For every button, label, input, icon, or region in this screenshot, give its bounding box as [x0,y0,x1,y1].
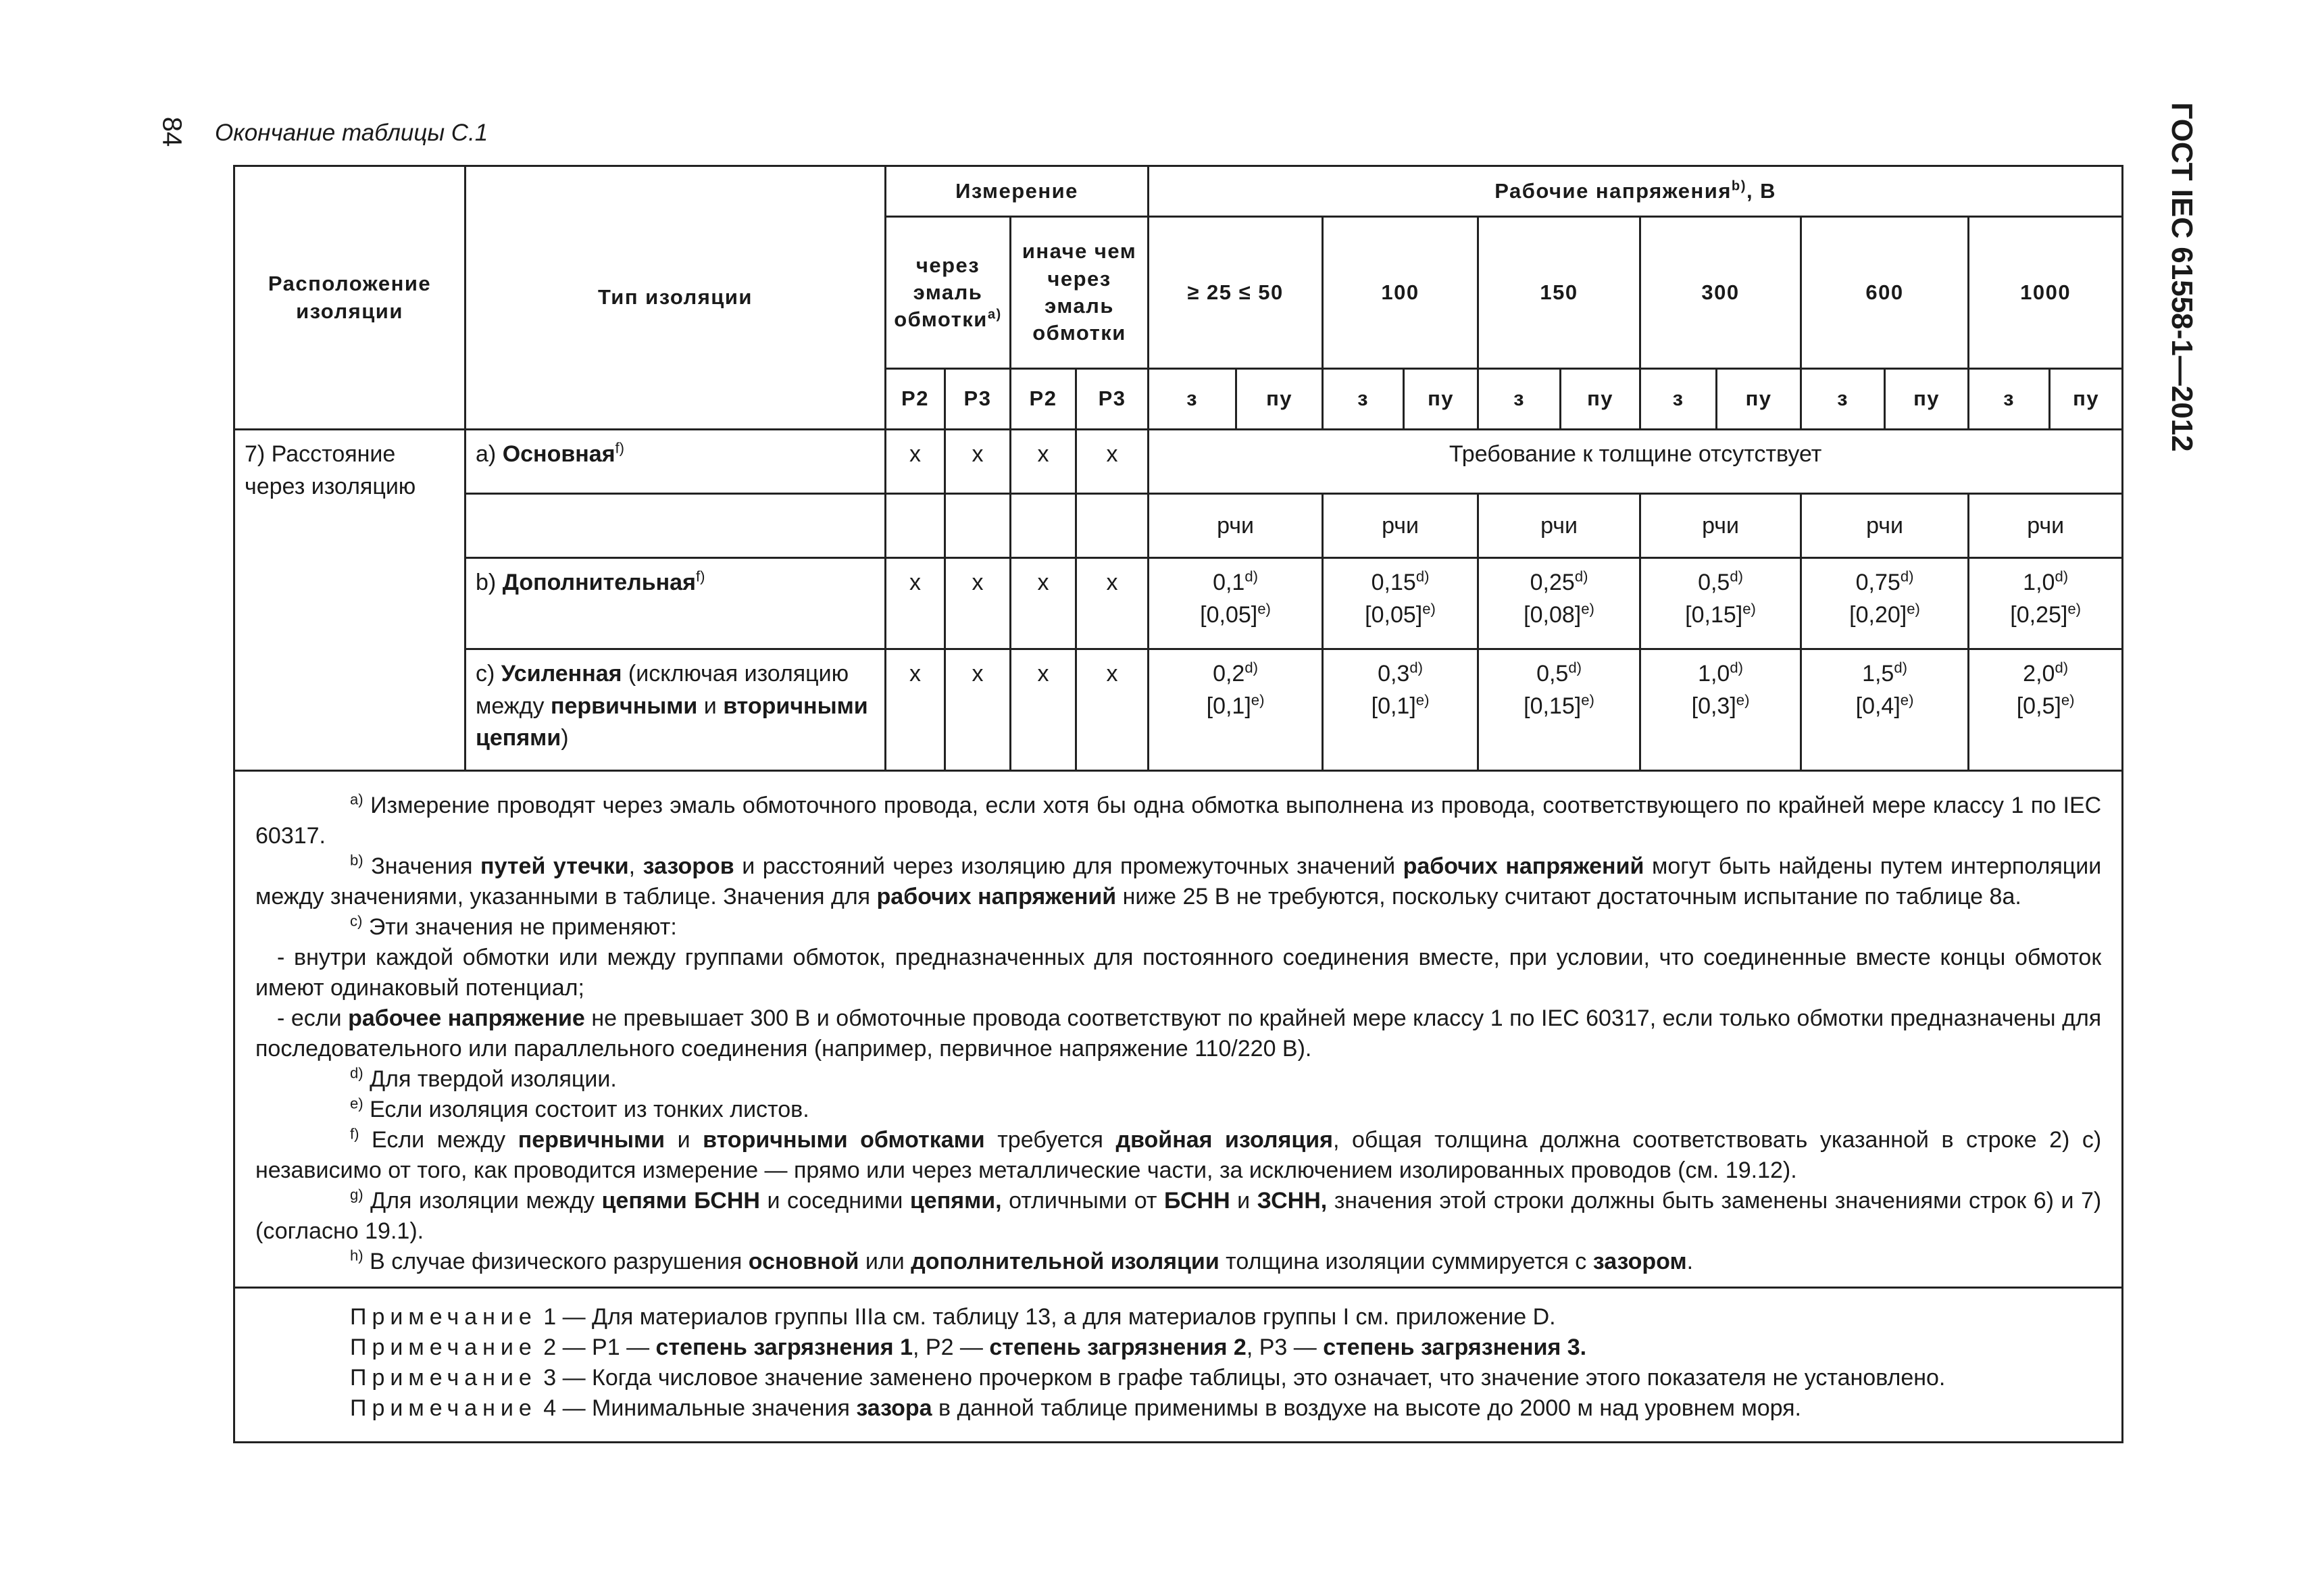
mark-x: x [886,558,945,649]
document-code: ГОСТ IEC 61558-1—2012 [2165,102,2198,452]
header-voltage-1000: 1000 [1969,217,2123,369]
mark-x: x [945,430,1011,494]
page-number: 84 [157,116,187,147]
value-cell: 0,15$^{d)}$ $[0,05]^{e)}$ [1323,558,1478,649]
header-voltage-150: 150 [1478,217,1640,369]
insulation-basic: a) Основная$^{f)}$ [466,430,886,494]
header-sub: з [1478,369,1561,430]
no-thickness-requirement: Требование к толщине отсутствует [1149,430,2123,494]
footnote-g: $^{g)}$ Для изоляции между цепями БСНН и соседними цепями, отличными от БСНН и ЗСНН, значения этой строки должны быть заменены значениями строк 6) и 7) (согласно 19.1). [255,1186,2102,1244]
table-row-reinforced [234,649,2123,771]
insulation-reinforced: c) Усиленная (исключая изоляцию между первичными и вторичными цепями) [466,649,886,771]
footnote-b: $^{b)}$ Значения путей утечки, зазоров и расстояний через изоляцию для промежуточных значений рабочих напряжений могут быть найдены путем интерполяции между значениями, указанными в таблице. Значения для рабочих напряжений ниже 25 В не требуются, поскольку считают достаточным испытание по таблице 8а. [255,851,2102,909]
mark-x: x [945,649,1011,771]
header-voltage-600: 600 [1801,217,1969,369]
value-cell: 0,5$^{d)}$ $[0,15]^{e)}$ [1478,649,1640,771]
footnote-h: $^{h)}$ В случае физического разрушения основной или дополнительной изоляции толщина изоляции суммируется с зазором. [350,1247,1694,1274]
header-measurement: Измерение [886,166,1149,217]
header-voltage-300: 300 [1640,217,1801,369]
header-sub: пу [1404,369,1478,430]
value-cell: 1,5$^{d)}$ $[0,4]^{e)}$ [1801,649,1969,771]
empty-cell [466,494,886,558]
rchi-label: рчи [1149,494,1323,558]
header-sub: з [1801,369,1885,430]
footnotes-row [234,771,2123,1288]
empty-cell [945,494,1011,558]
header-pd: P3 [945,369,1011,430]
footnote-f: $^{f)}$ Если между первичными и вторичными обмотками требуется двойная изоляция, общая толщина должна соответствовать указанной в строке 2) с) независимо от того, как проводится измерение — прямо или через металлические части, за исключением изолированных проводов (см. 19.12). [255,1125,2102,1183]
mark-x: x [886,430,945,494]
header-pd: P3 [1076,369,1149,430]
header-working-voltage: Рабочие напряжения$^{b)}$, В [1149,166,2123,217]
header-sub: з [1969,369,2050,430]
rchi-label: рчи [1323,494,1478,558]
table-row-supplementary [234,558,2123,649]
value-cell: 0,25$^{d)}$ $[0,08]^{e)}$ [1478,558,1640,649]
table-row-basic [234,430,2123,494]
mark-x: x [886,649,945,771]
value-cell: 0,5$^{d)}$ $[0,15]^{e)}$ [1640,558,1801,649]
value-cell: 1,0$^{d)}$ $[0,25]^{e)}$ [1969,558,2123,649]
notes-row [234,1288,2123,1443]
header-sub: пу [2050,369,2123,430]
empty-cell [886,494,945,558]
value-cell: 0,3$^{d)}$ $[0,1]^{e)}$ [1323,649,1478,771]
mark-x: x [1011,558,1076,649]
notes [234,1288,2123,1443]
header-sub: пу [1717,369,1801,430]
empty-cell [1011,494,1076,558]
footnote-c-item: - если рабочее напряжение не превышает 300 В и обмоточные провода соответствуют по крайней мере классу 1 по IEC 60317, если только обмотки предназначены для последовательного или параллельного соединения (например, первичное напряжение 110/220 В). [255,1005,2102,1062]
header-voltage-100: 100 [1323,217,1478,369]
header-sub: з [1149,369,1236,430]
footnote-c-item: - внутри каждой обмотки или между группами обмоток, предназначенных для постоянного соединения вместе, при условии, что соединенные вместе концы обмоток имеют одинаковый потенциал; [255,945,2102,1001]
header-sub: пу [1885,369,1969,430]
note-2: Примечание 2 — Р1 — степень загрязнения 1, Р2 — степень загрязнения 2, Р3 — степень загрязнения 3. [350,1335,1587,1360]
value-cell: 2,0$^{d)}$ $[0,5]^{e)}$ [1969,649,2123,771]
footnotes [234,771,2123,1288]
header-voltage-25-50: ≥ 25 ≤ 50 [1149,217,1323,369]
rchi-label: рчи [1969,494,2123,558]
header-other-than-enamel: иначе чем через эмаль обмотки [1011,217,1149,369]
header-sub: з [1323,369,1404,430]
header-pd: P2 [886,369,945,430]
note-1: Примечание 1 — Для материалов группы IIIa см. таблицу 13, а для материалов группы I см. приложение D. [350,1304,1556,1330]
note-3: Примечание 3 — Когда числовое значение заменено прочерком в графе таблицы, это означает, что значение этого показателя не установлено. [350,1365,1946,1391]
value-cell: 0,1$^{d)}$ $[0,05]^{e)}$ [1149,558,1323,649]
footnote-e: $^{e)}$ Если изоляция состоит из тонких листов. [350,1095,809,1122]
row-location: 7) Расстояние через изоляцию [234,430,466,771]
table-row-rchi [234,494,2123,558]
mark-x: x [1011,649,1076,771]
value-cell: 1,0$^{d)}$ $[0,3]^{e)}$ [1640,649,1801,771]
insulation-table [233,165,2123,1443]
insulation-supplementary: b) Дополнительная$^{f)}$ [466,558,886,649]
mark-x: x [1011,430,1076,494]
footnote-c: $^{c)}$ Эти значения не применяют: [350,912,677,940]
header-insulation-type: Тип изоляции [466,166,886,430]
header-sub: пу [1561,369,1640,430]
mark-x: x [1076,558,1149,649]
header-sub: з [1640,369,1717,430]
footnote-a: $^{a)}$ Измерение проводят через эмаль обмоточного провода, если хотя бы одна обмотка выполнена из провода, соответствующего по крайней мере классу 1 по IEC 60317. [255,791,2102,849]
empty-cell [1076,494,1149,558]
rchi-label: рчи [1801,494,1969,558]
rchi-label: рчи [1640,494,1801,558]
mark-x: x [945,558,1011,649]
header-location: Расположение изоляции [234,166,466,430]
header-pd: P2 [1011,369,1076,430]
value-cell: 0,75$^{d)}$ $[0,20]^{e)}$ [1801,558,1969,649]
table-caption: Окончание таблицы С.1 [215,120,488,146]
mark-x: x [1076,649,1149,771]
mark-x: x [1076,430,1149,494]
footnote-d: $^{d)}$ Для твердой изоляции. [350,1064,617,1092]
value-cell: 0,2$^{d)}$ $[0,1]^{e)}$ [1149,649,1323,771]
rchi-label: рчи [1478,494,1640,558]
header-through-enamel: через эмаль обмотки$^{a)}$ [886,217,1011,369]
header-sub: пу [1236,369,1323,430]
note-4: Примечание 4 — Минимальные значения зазора в данной таблице применимы в воздухе на высоте до 2000 м над уровнем моря. [350,1395,1801,1421]
